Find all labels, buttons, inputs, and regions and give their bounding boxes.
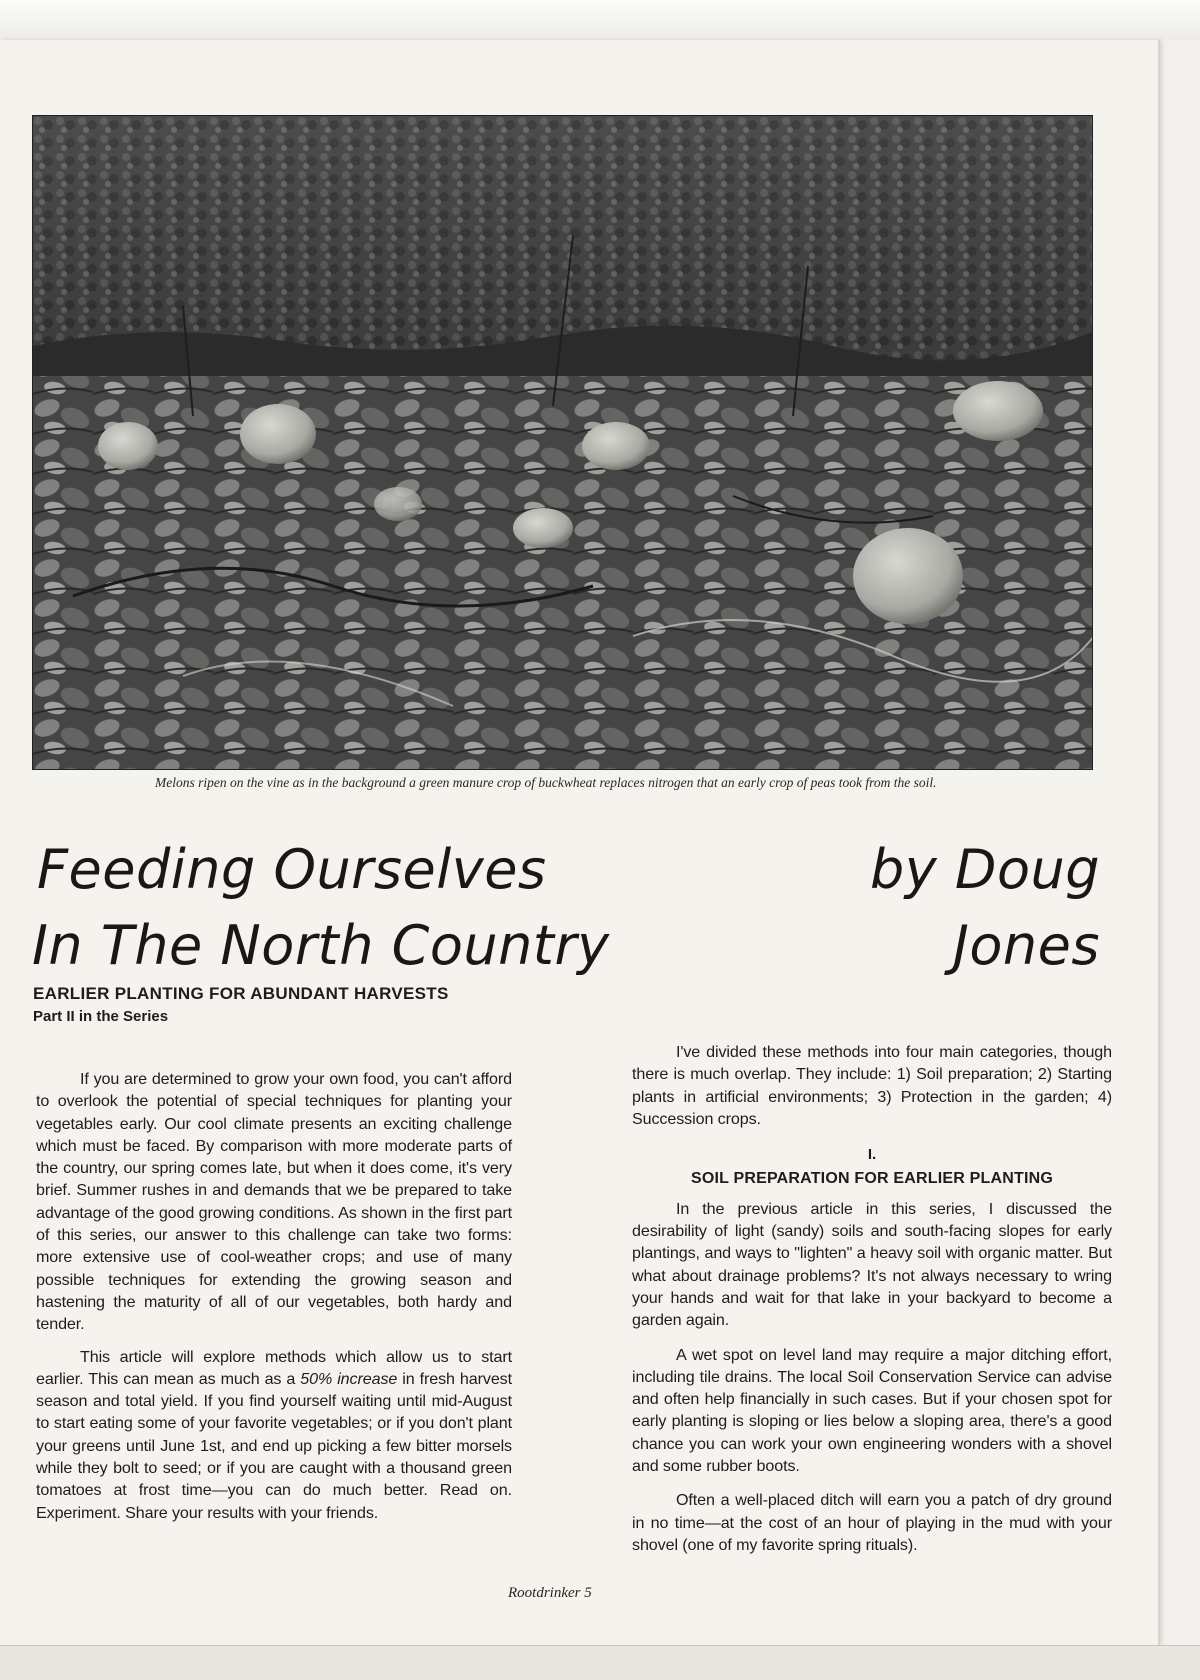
title-line-1: Feeding Ourselves [37,838,547,901]
article-subhead: EARLIER PLANTING FOR ABUNDANT HARVESTS [33,984,449,1003]
paragraph: I've divided these methods into four main categories, though there is much overlap. They include: 1) Soil preparation; 2) Starting plants in artificial environments; 3) Protection in the garden; 4) Succession crops. [632,1043,1112,1128]
photo-caption: Melons ripen on the vine as in the background a green manure crop of buckwheat replaces nitrogen that an early crop of peas took from the soil. [155,775,937,790]
section-heading: SOIL PREPARATION FOR EARLIER PLANTING [690,1170,1054,1188]
section-number: I. [867,1146,877,1164]
page-folio: Rootdrinker 5 [508,1585,592,1601]
series-note: Part II in the Series [33,1008,169,1025]
title-line-2: In The North Country [32,914,610,977]
page-bottom-edge [0,1645,1200,1680]
paragraph: This article will explore methods which allow us to start earlier. This can mean as much as a 50% increase in fresh harvest season and total yield. If you find yourself waiting until mid-August to start eating some of your favorite vegetables; or if you don't plant your greens until June 1st, and end up picking a few bitter morsels while they bolt to seed; or if you are caught with a thousand green tomatoes at frost time—you can do much better. Read on. Experiment. Share your results with your friends. [36,1347,512,1522]
paragraph: A wet spot on level land may require a major ditching effort, including tile drains. The local Soil Conservation Service can advise and often help financially in such cases. But if your chosen spot for early planting is sloping or lies below a sloping area, there's a good chance you can work your own engineering wonders with a shovel and some rubber boots. [632,1345,1112,1476]
paragraph: In the previous article in this series, I discussed the desirability of light (sandy) soils and south-facing slopes for early plantings, and ways to "lighten" a heavy soil with organic matter. But what about drainage problems? It's not always necessary to wring your hands and wait for that lake in your backyard to become a garden again. [632,1199,1112,1330]
byline-line-2: Jones [952,914,1100,977]
article-title [32,832,1112,987]
emphasis: 50% increase [300,1369,398,1388]
melon-field-photo [32,115,1093,770]
paragraph: Often a well-placed ditch will earn you a patch of dry ground in no time—at the cost of an hour of playing in the mud with your shovel (one of my favorite spring rituals). [632,1491,1112,1554]
left-column [36,1068,512,1524]
byline-line-1: by Doug [869,838,1100,901]
page-top-edge [0,0,1200,40]
paragraph: If you are determined to grow your own food, you can't afford to overlook the potential of special techniques for planting your vegetables early. Our cool climate presents an exciting challenge which must be faced. By comparison with more moderate parts of the country, our spring comes late, but when it does come, it's very brief. Summer rushes in and demands that we be prepared to take advantage of the good growing conditions. As shown in the first part of this series, our answer to this challenge can take two forms: more extensive use of cool-weather crops; and use of many possible techniques for extending the growing season and hastening the maturity of all of our vegetables, both hardy and tender. [36,1070,512,1334]
right-column [632,1041,1112,1556]
